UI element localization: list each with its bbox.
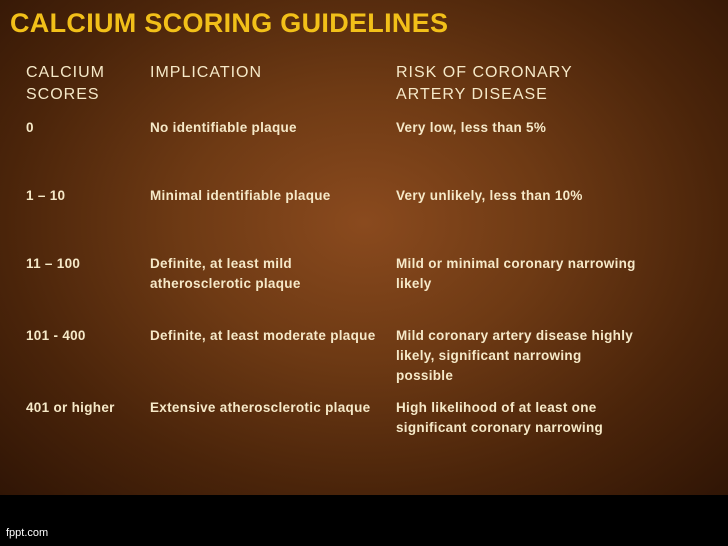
table-row <box>18 112 646 180</box>
header-implication: IMPLICATION <box>150 64 263 81</box>
risk-cell: High likelihood of at least one significant coronary narrowing <box>396 400 604 435</box>
implication-cell: Minimal identifiable plaque <box>150 188 331 203</box>
calcium-score-table <box>18 56 646 460</box>
score-cell: 1 – 10 <box>26 188 66 203</box>
score-cell: 101 - 400 <box>26 328 86 343</box>
table-row <box>18 320 646 392</box>
score-cell: 11 – 100 <box>26 256 81 271</box>
table-header-row <box>18 56 646 112</box>
header-risk: RISK OF CORONARY ARTERY DISEASE <box>396 64 573 103</box>
slide-title: CALCIUM SCORING GUIDELINES <box>10 8 449 38</box>
risk-cell: Mild coronary artery disease highly likely, significant narrowing possible <box>396 328 634 383</box>
implication-cell: No identifiable plaque <box>150 120 297 135</box>
header-calcium-scores: CALCIUM SCORES <box>26 64 106 103</box>
table-row <box>18 248 646 320</box>
risk-cell: Very unlikely, less than 10% <box>396 188 583 203</box>
footer-brand: fppt.com <box>6 527 49 539</box>
score-cell: 0 <box>26 120 34 135</box>
table-row <box>18 180 646 248</box>
implication-cell: Definite, at least moderate plaque <box>150 328 376 343</box>
implication-cell: Extensive atherosclerotic plaque <box>150 400 371 415</box>
risk-cell: Very low, less than 5% <box>396 120 547 135</box>
table-row <box>18 392 646 460</box>
risk-cell: Mild or minimal coronary narrowing likely <box>396 256 636 291</box>
score-cell: 401 or higher <box>26 400 115 415</box>
implication-cell: Definite, at least mild atherosclerotic plaque <box>150 256 301 291</box>
